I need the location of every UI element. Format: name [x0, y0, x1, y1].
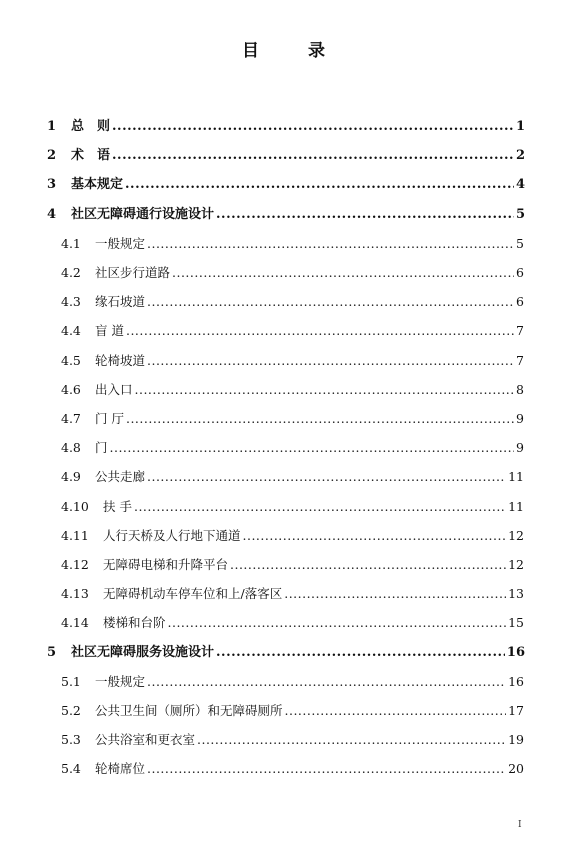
toc-leader-dots	[112, 146, 514, 166]
toc-leader-dots	[125, 175, 514, 195]
toc-entry-title: 门	[95, 440, 108, 456]
toc-entry[interactable]	[61, 263, 524, 283]
toc-leader-dots	[168, 613, 507, 633]
toc-leader-dots	[147, 234, 514, 254]
toc-entry-number: 4.6	[61, 381, 81, 397]
toc-entry-title: 出入口	[95, 381, 133, 397]
toc-entry-title: 基本规定	[71, 177, 124, 193]
toc-entry-title: 楼梯和台阶	[103, 615, 166, 631]
toc-entry-number: 4.13	[61, 586, 89, 602]
toc-leader-dots	[112, 117, 514, 137]
toc-entry-number: 5.2	[61, 703, 81, 718]
toc-entry-page: 6	[516, 294, 524, 310]
toc-entry[interactable]	[61, 526, 524, 546]
toc-entry-number: 4.1	[61, 235, 81, 251]
toc-entry[interactable]	[61, 409, 524, 429]
toc-entry[interactable]	[61, 701, 524, 721]
toc-leader-dots	[147, 759, 506, 779]
page-title: 目 录	[242, 41, 341, 61]
toc-leader-dots	[147, 672, 506, 692]
toc-entry[interactable]	[61, 497, 524, 517]
toc-entry-title: 人行天桥及人行地下通道	[103, 527, 241, 543]
toc-entry-page: 20	[508, 761, 524, 777]
toc-entry-title: 门 厅	[95, 411, 124, 426]
toc-entry[interactable]	[61, 380, 524, 400]
toc-entry-title: 扶 手	[103, 498, 132, 514]
toc-entry-title: 公共浴室和更衣室	[95, 732, 196, 748]
toc-entry-title: 盲 道	[95, 323, 124, 339]
toc-entry[interactable]	[47, 175, 525, 195]
toc-entry-title: 轮椅席位	[95, 761, 146, 777]
toc-entry[interactable]	[47, 205, 525, 225]
toc-entry-number: 4	[47, 206, 57, 222]
toc-leader-dots	[216, 643, 505, 663]
toc-leader-dots	[135, 380, 514, 400]
toc-entry-title: 一般规定	[95, 673, 146, 689]
toc-leader-dots	[216, 205, 514, 225]
toc-entry-number: 4.12	[61, 557, 89, 572]
toc-entry-number: 5.3	[61, 732, 81, 748]
toc-leader-dots	[134, 497, 506, 517]
toc-entry-page: 7	[516, 352, 524, 368]
toc-entry-page: 5	[516, 235, 524, 251]
toc-entry-number: 4.7	[61, 411, 81, 426]
toc-leader-dots	[126, 409, 514, 429]
toc-entry[interactable]	[61, 234, 524, 254]
toc-entry[interactable]	[61, 730, 524, 750]
toc-leader-dots	[126, 321, 514, 341]
toc-entry-page: 8	[516, 381, 524, 397]
toc-leader-dots	[285, 701, 507, 721]
toc-entry-title: 社区无障碍服务设施设计	[71, 644, 215, 660]
toc-leader-dots	[197, 730, 506, 750]
toc-entry-page: 6	[516, 265, 524, 280]
toc-entry-number: 4.5	[61, 352, 81, 368]
toc-entry-title: 无障碍机动车停车位和上/落客区	[103, 586, 283, 602]
toc-entry-number: 3	[47, 177, 57, 193]
toc-entry[interactable]	[47, 643, 525, 663]
toc-entry-page: 11	[508, 469, 524, 485]
toc-entry-page: 13	[508, 586, 524, 602]
toc-entry[interactable]	[61, 613, 524, 633]
toc-entry-number: 4.3	[61, 294, 81, 310]
toc-entry-page: 19	[508, 732, 524, 748]
toc-entry-page: 16	[506, 644, 525, 660]
toc-entry-number: 4.11	[61, 527, 89, 543]
toc-entry-title: 公共卫生间（厕所）和无障碍厕所	[95, 703, 283, 718]
toc-entry-number: 4.2	[61, 265, 81, 280]
toc-entry[interactable]	[61, 292, 524, 312]
toc-entry[interactable]	[61, 321, 524, 341]
toc-entry-number: 4.9	[61, 469, 81, 485]
toc-entry-number: 4.14	[61, 615, 89, 631]
toc-entry-page: 16	[508, 673, 524, 689]
toc-entry[interactable]	[61, 759, 524, 779]
toc-entry[interactable]	[47, 117, 525, 137]
toc-leader-dots	[230, 555, 506, 575]
toc-entry-title: 总 则	[71, 119, 111, 134]
toc-leader-dots	[110, 438, 514, 458]
toc-entry-page: 11	[508, 498, 524, 514]
toc-entry[interactable]	[47, 146, 525, 166]
toc-entry-page: 12	[508, 557, 524, 572]
toc-entry-number: 4.4	[61, 323, 81, 339]
toc-leader-dots	[243, 526, 507, 546]
toc-entry-title: 公共走廊	[95, 469, 146, 485]
toc-leader-dots	[284, 584, 506, 604]
toc-entry[interactable]	[61, 438, 524, 458]
toc-entry-page: 1	[515, 119, 525, 134]
toc-entry-page: 7	[516, 323, 524, 339]
toc-entry-page: 9	[516, 440, 524, 456]
toc-leader-dots	[147, 351, 514, 371]
toc-entry-page: 5	[515, 206, 525, 222]
toc-entry-page: 2	[515, 148, 525, 164]
toc-entry-number: 5	[47, 644, 57, 660]
toc-entry[interactable]	[61, 467, 524, 487]
toc-entry-number: 5.1	[61, 673, 81, 689]
toc-entry-title: 一般规定	[95, 235, 146, 251]
toc-entry-number: 5.4	[61, 761, 81, 777]
toc-entry[interactable]	[61, 351, 524, 371]
toc-entry-title: 社区无障碍通行设施设计	[71, 206, 215, 222]
toc-entry[interactable]	[61, 555, 524, 575]
toc-entry-page: 12	[508, 527, 524, 543]
toc-entry-page: 9	[516, 411, 524, 426]
toc-entry-number: 1	[47, 119, 57, 134]
toc-entry-title: 无障碍电梯和升降平台	[103, 557, 229, 572]
toc-entry-title: 缘石坡道	[95, 294, 146, 310]
toc-entry-page: 17	[508, 703, 524, 718]
toc-entry-number: 4.8	[61, 440, 81, 456]
toc-entry-number: 4.10	[61, 498, 89, 514]
toc-leader-dots	[172, 263, 514, 283]
toc-entry-title: 术 语	[71, 148, 111, 164]
toc-entry-title: 轮椅坡道	[95, 352, 146, 368]
page-folio: I	[518, 820, 522, 830]
toc-leader-dots	[147, 292, 514, 312]
toc-entry-page: 15	[508, 615, 524, 631]
toc-entry-title: 社区步行道路	[95, 265, 171, 280]
toc-entry[interactable]	[61, 584, 524, 604]
toc-entry-page: 4	[515, 177, 525, 193]
toc-entry-number: 2	[47, 148, 57, 164]
toc-entry[interactable]	[61, 672, 524, 692]
toc-leader-dots	[147, 467, 506, 487]
